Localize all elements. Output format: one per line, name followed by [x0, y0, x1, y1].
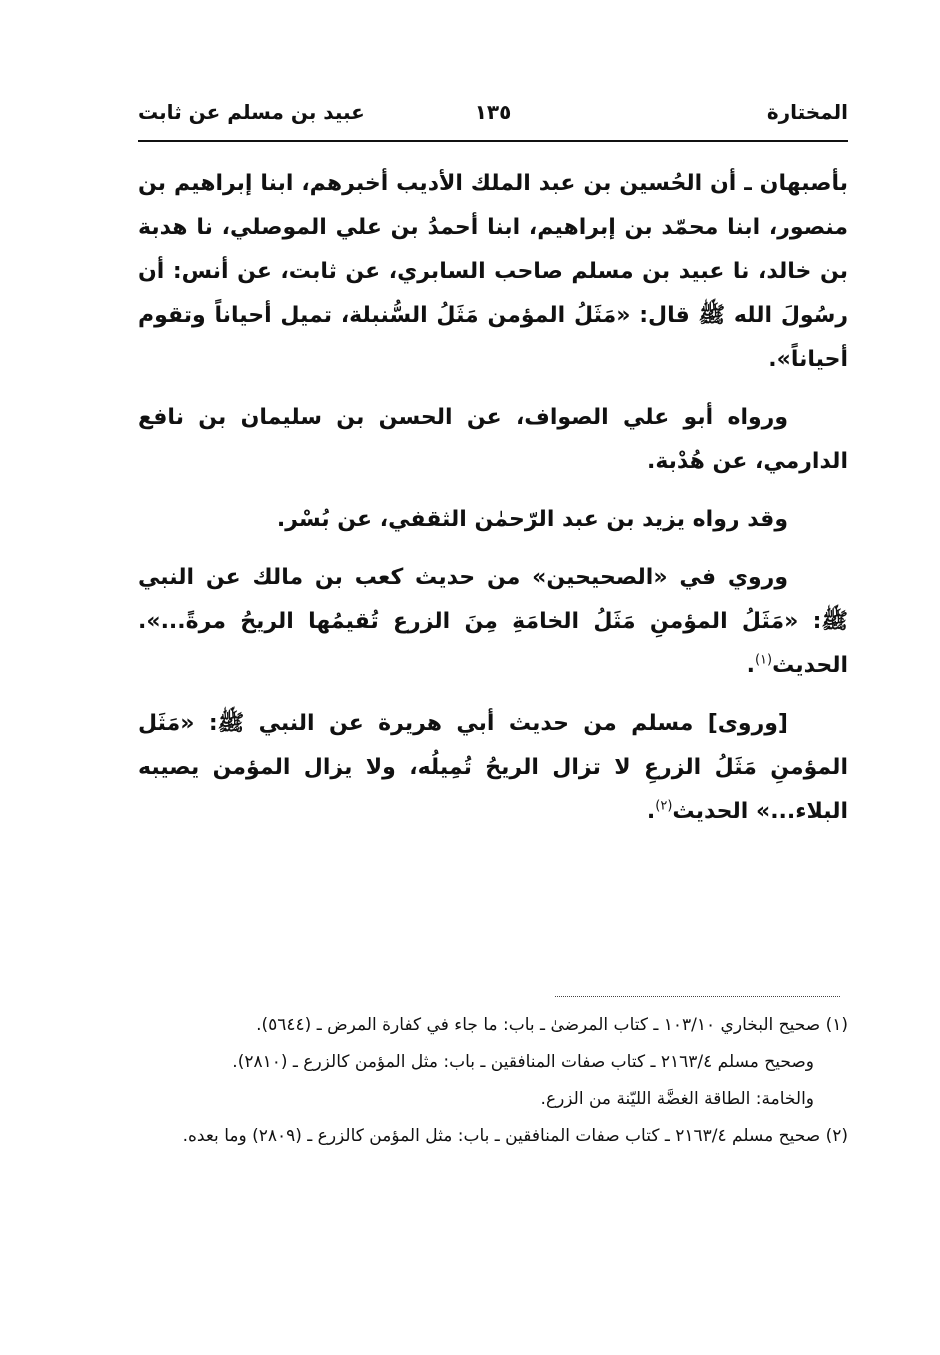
paragraph-isnad: بأصبهان ـ أن الحُسين بن عبد الملك الأديب أخبرهم، ابنا إبراهيم بن منصور، ابنا محمّد بن إبراهيم، ابنا أحمدُ بن علي الموصلي، نا هدبة بن خالد، نا عبيد بن مسلم صاحب السابري، عن ثابت، عن أنس: أن رسُولَ الله ﷺ قال: «مَثَلُ المؤمن مَثَلُ السُّنبلة، تميل أحياناً وتقوم أحياناً». [138, 171, 848, 372]
footnote-1-muslim: وصحيح مسلم ٢١٦٣/٤ ـ كتاب صفات المنافقين ـ باب: مثل المؤمن كالزرع ـ (٢٨١٠). [232, 1052, 814, 1072]
footnote-1: (١) صحيح البخاري ١٠٣/١٠ ـ كتاب المرضىٰ ـ باب: ما جاء في كفارة المرض ـ (٥٦٤٤). [256, 1015, 848, 1035]
header-divider [138, 140, 848, 142]
footnote-divider [555, 996, 840, 997]
running-header [138, 96, 848, 132]
paragraph-sahihayn-text: وروي في «الصحيحين» من حديث كعب بن مالك عن النبي ﷺ: «مَثَلُ المؤمنِ مَثَلُ الخامَةِ مِنَ الزرع تُقيمُها الريحُ مرةً...». الحديث [138, 565, 848, 678]
footnote-1-gloss: والخامة: الطاقة الغضَّة الليّنة من الزرع. [540, 1089, 814, 1109]
page-number: ١٣٥ [474, 100, 512, 124]
main-text [138, 162, 848, 848]
paragraph-muslim-text: [وروى] مسلم من حديث أبي هريرة عن النبي ﷺ: «مَثَل المؤمنِ مَثَلُ الزرعِ لا تزال الريحُ تُمِيلُه، ولا يزال المؤمن يصيبه البلاء...» الحديث [138, 711, 848, 824]
paragraph-muslim [138, 702, 848, 834]
footnote-2: (٢) صحيح مسلم ٢١٦٣/٤ ـ كتاب صفات المنافقين ـ باب: مثل المؤمن كالزرع ـ (٢٨٠٩) وما بعده. [182, 1126, 848, 1146]
footnotes [138, 1010, 848, 1158]
paragraph-yazid: وقد رواه يزيد بن عبد الرّحمٰن الثقفي، عن بُسْر. [276, 507, 788, 532]
paragraph-sahihayn-end: . [746, 653, 755, 678]
paragraph-muslim-end: . [646, 799, 656, 824]
paragraph-sawwaf: ورواه أبو علي الصواف، عن الحسن بن سليمان بن نافع الدارمي، عن هُدْبة. [138, 405, 848, 474]
paragraph-sahihayn [138, 556, 848, 688]
footnote-ref-2[interactable]: (٢) [655, 798, 673, 814]
section-title: عبيد بن مسلم عن ثابت [138, 100, 365, 124]
footnote-ref-1[interactable]: (١) [754, 652, 773, 668]
book-title: المختارة [766, 100, 848, 124]
